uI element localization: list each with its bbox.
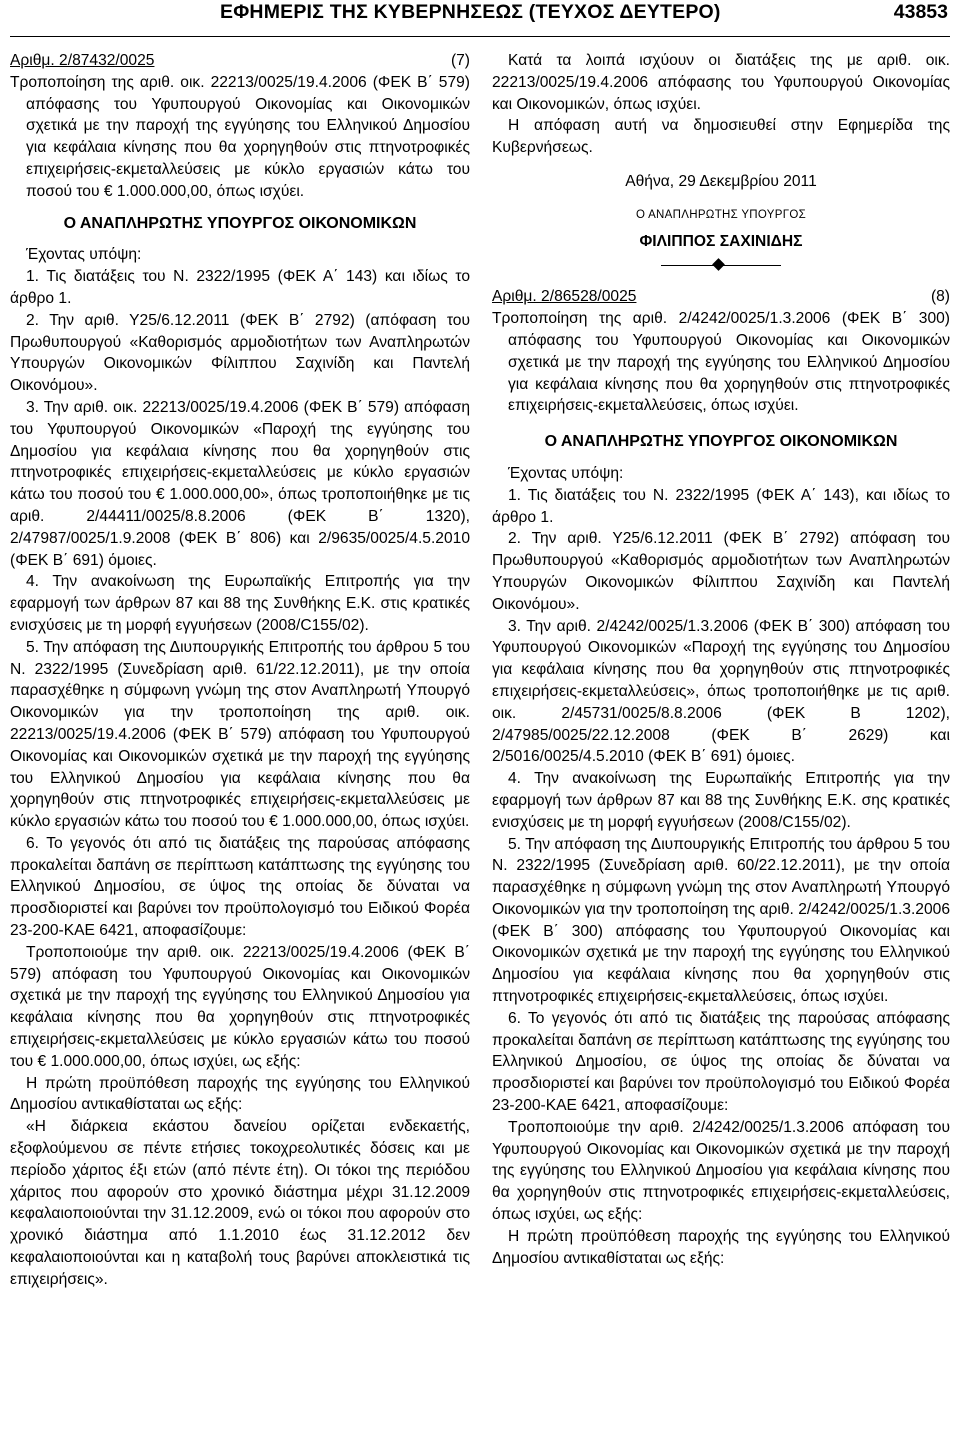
paragraph: 2. Την αριθ. Υ25/6.12.2011 (ΦΕΚ Β΄ 2792) (απόφαση του Πρωθυπουργού «Καθορισμός αρμοδιοτήτων των Αναπληρωτών Υπουργών Οικονομικών Φίλιππου Σαχινίδη και Παντελή Οικονόμου».	[10, 311, 470, 395]
left-column	[10, 50, 470, 1291]
paragraph: 3. Την αριθ. οικ. 22213/0025/19.4.2006 (ΦΕΚ Β΄ 579) απόφαση του Υφυπουργού Οικονομικών «Παροχή της εγγύησης του Δημοσίου για κεφάλαια κίνησης που θα χορηγηθούν στις πτηνοτροφικές επιχειρήσεις-εκμεταλλεύσεις με κύκλο εργασιών κάτω του ποσού του € 1.000.000,00», όπως τροποποιήθηκε με τις αριθ. 2/44411/0025/8.8.2006 (ΦΕΚ Β΄ 1320), 2/47987/0025/1.9.2008 (ΦΕΚ Β΄ 806) και 2/9635/0025/4.5.2010 (ΦΕΚ Β΄ 691) όμοιες.	[10, 398, 470, 569]
gazette-title: ΕΦΗΜΕΡΙΣ ΤΗΣ ΚΥΒΕΡΝΗΣΕΩΣ (ΤΕΥΧΟΣ ΔΕΥΤΕΡΟ)	[220, 1, 721, 23]
page-header	[10, 0, 950, 37]
decision-index: (7)	[450, 52, 470, 69]
right-column	[492, 50, 950, 1269]
paragraph: 4. Την ανακοίνωση της Ευρωπαϊκής Επιτροπής για την εφαρμογή των άρθρων 87 και 88 της Συνθήκης Ε.Κ. σης κρατικές ενισχύσεις με τη μορφή εγγυήσεων (2008/C155/02).	[492, 770, 950, 831]
paragraph: 3. Την αριθ. 2/4242/0025/1.3.2006 (ΦΕΚ Β΄ 300) απόφαση του Υφυπουργού Οικονομικών «Παροχή της εγγύησης του Δημοσίου για κεφάλαια κίνησης που θα χορηγηθούν στις πτηνοτροφικές επιχειρήσεις-εκμεταλλεύσεις», όπως τροποποιήθηκε με τις αριθ. οικ. 2/45731/0025/8.8.2006 (ΦΕΚ Β 1202), 2/47985/0025/22.12.2008 (ΦΕΚ Β΄ 2629) και 2/5016/0025/4.5.2010 (ΦΕΚ Β΄ 691) όμοιες.	[492, 617, 950, 766]
paragraph: 2. Την αριθ. Υ25/6.12.2011 (ΦΕΚ Β΄ 2792) απόφαση του Πρωθυπουργού «Καθορισμός αρμοδιοτήτων των Αναπληρωτών Υπουργών Οικονομικών Φίλιππου Σαχινίδη και Παντελή Οικονόμου».	[492, 530, 950, 613]
paragraph: «Η διάρκεια εκάστου δανείου ορίζεται ενδεκαετής, εξοφλούμενου σε πέντε ετήσιες τοκοχρεολυτικές δόσεις και με περίοδο χάριτος έξι ετών (από πέντε έτη). Οι τόκοι της περιόδου χάριτος που αφορούν στο χρονικό διάστημα μέχρι 31.12.2009 κεφαλαιοποιούνται την 31.12.2009, ενώ οι τόκοι που αφορούν στο χρονικό διάστημα από 1.1.2010 έως 31.12.2012 δεν κεφαλαιοποιούνται και η καταβολή τους βαρύνει αποκλειστικά τις επιχειρήσεις».	[10, 1118, 470, 1288]
paragraph: Έχοντας υπόψη:	[26, 246, 142, 264]
decision-number-line	[10, 50, 470, 72]
paragraph: 6. Το γεγονός ότι από τις διατάξεις της παρούσας απόφασης προκαλείται δαπάνη σε περίπτωση κατάπτωσης της εγγύησης του Ελληνικού Δημοσίου, σε ύψος της οποίας δε δύναται να προσδιοριστεί και βαρύνει τον προϋπολογισμό του Ειδικού Φορέα 23-200-ΚΑΕ 6421, αποφασίζουμε:	[10, 834, 470, 940]
paragraph: Η πρώτη προϋπόθεση παροχής της εγγύησης του Ελληνικού Δημοσίου αντικαθίσταται ως εξής:	[10, 1074, 470, 1114]
paragraph: Κατά τα λοιπά ισχύουν οι διατάξεις της με αριθ. οικ. 22213/0025/19.4.2006 απόφασης του Υφυπουργού Οικονομίας και Οικονομικών, όπως ισχύει.	[492, 52, 950, 113]
paragraph: 5. Την απόφαση της Διυπουργικής Επιτροπής του άρθρου 5 του Ν. 2322/1995 (Συνεδρίαση αριθ. 60/22.12.2011), με την οποία παρασχέθηκε η σύμφωνη γνώμη της στον Αναπληρωτή Υπουργό Οικονομικών για την τροποποίηση της αριθ. 2/4242/0025/1.3.2006 (ΦΕΚ Β΄ 300) απόφασης του Υφυπουργού Οικονομίας και Οικονομικών σχετικά με την παροχή της εγγύησης του Ελληνικού Δημοσίου για κεφάλαια κίνησης που θα χορηγηθούν στις πτηνοτροφικές επιχειρήσεις-εκμεταλλεύσεις, όπως ισχύει.	[492, 835, 950, 1006]
diamond-icon	[712, 259, 725, 272]
section-heading: Ο ΑΝΑΠΛΗΡΩΤΗΣ ΥΠΟΥΡΓΟΣ ΟΙΚΟΝΟΜΙΚΩΝ	[63, 214, 417, 232]
paragraph: 1. Τις διατάξεις του Ν. 2322/1995 (ΦΕΚ Α΄ 143), και ιδίως το άρθρο 1.	[492, 486, 950, 526]
paragraph: 1. Τις διατάξεις του Ν. 2322/1995 (ΦΕΚ Α΄ 143) και ιδίως το άρθρο 1.	[10, 268, 470, 307]
decision-index: (8)	[930, 288, 950, 306]
paragraph: Τροποποιούμε την αριθ. οικ. 22213/0025/19.4.2006 (ΦΕΚ Β΄ 579) απόφαση του Υφυπουργού Οικονομίας και Οικονομικών σχετικά με την παροχή της εγγύησης του Ελληνικού Δημοσίου για κεφάλαια κίνησης που θα χορηγηθούν στις πτηνοτροφικές επιχειρήσεις-εκμεταλλεύσεις με κύκλο εργασιών κάτω του ποσού του € 1.000.000,00, όπως ισχύει, ως εξής:	[10, 943, 470, 1070]
section-separator	[661, 258, 781, 274]
decision-intro: Τροποποίηση της αριθ. 2/4242/0025/1.3.2006 (ΦΕΚ Β΄ 300) απόφασης του Υφυπουργού Οικονομίας και Οικονομικών σχετικά με την παροχή της εγγύησης του Ελληνικού Δημοσίου για κεφάλαια κίνησης που θα χορηγηθούν στις πτηνοτροφικές επιχειρήσεις-εκμεταλλεύσεις, όπως ισχύει.	[492, 310, 950, 415]
paragraph: Η πρώτη προϋπόθεση παροχής της εγγύησης του Ελληνικού Δημοσίου αντικαθίσταται ως εξής:	[492, 1227, 950, 1267]
decision-intro: Τροποποίηση της αριθ. οικ. 22213/0025/19.4.2006 (ΦΕΚ Β΄ 579) απόφασης του Υφυπουργού Οικονομίας και Οικονομικών σχετικά με την παροχή της εγγύησης του Ελληνικού Δημοσίου για κεφάλαια κίνησης που θα χορηγηθούν στις πτηνοτροφικές επιχειρήσεις-εκμεταλλεύσεις με κύκλο εργασιών κάτω του ποσού του € 1.000.000,00, όπως ισχύει.	[10, 73, 470, 200]
decision-number: Αριθμ. 2/86528/0025	[492, 288, 637, 306]
decision-number-line	[492, 286, 950, 308]
place-date: Αθήνα, 29 Δεκεμβρίου 2011	[625, 172, 817, 190]
section-heading: Ο ΑΝΑΠΛΗΡΩΤΗΣ ΥΠΟΥΡΓΟΣ ΟΙΚΟΝΟΜΙΚΩΝ	[544, 433, 898, 451]
signer-title: Ο ΑΝΑΠΛΗΡΩΤΗΣ ΥΠΟΥΡΓΟΣ	[635, 208, 806, 221]
paragraph: 6. Το γεγονός ότι από τις διατάξεις της παρούσας απόφασης προκαλείται δαπάνη σε περίπτωση κατάπτωσης της εγγύησης του Ελληνικού Δημοσίου, σε ύψος της οποίας δε δύναται να προσδιοριστεί και βαρύνει τον προϋπολογισμό του Ειδικού Φορέα 23-200-ΚΑΕ 6421, αποφασίζουμε:	[492, 1009, 950, 1115]
decision-number: Αριθμ. 2/87432/0025	[10, 52, 155, 69]
paragraph: 4. Την ανακοίνωση της Ευρωπαϊκής Επιτροπής για την εφαρμογή των άρθρων 87 και 88 της Συνθήκης Ε.Κ. στις κρατικές ενισχύσεις με τη μορφή εγγυήσεων (2008/C155/02).	[10, 573, 470, 634]
paragraph: Τροποποιούμε την αριθ. 2/4242/0025/1.3.2006 απόφαση του Υφυπουργού Οικονομίας και Οικονομικών σχετικά με την παροχή της εγγύησης του Ελληνικού Δημοσίου για κεφάλαια κίνησης που θα χορηγηθούν στις πτηνοτροφικές επιχειρήσεις-εκμεταλλεύσεις, όπως ισχύει, ως εξής:	[492, 1118, 950, 1224]
paragraph: Η απόφαση αυτή να δημοσιευθεί στην Εφημερίδα της Κυβερνήσεως.	[492, 117, 950, 157]
paragraph: Έχοντας υπόψη:	[508, 464, 624, 482]
page-number: 43853	[893, 1, 948, 23]
paragraph: 5. Την απόφαση της Διυπουργικής Επιτροπής του άρθρου 5 του Ν. 2322/1995 (Συνεδρίαση αριθ. 61/22.12.2011), με την οποία παρασχέθηκε η σύμφωνη γνώμη της στον Αναπληρωτή Υπουργό Οικονομικών για την τροποποίηση της αριθ. οικ. 22213/0025/19.4.2006 (ΦΕΚ Β΄ 579) απόφαση του Υφυπουργού Οικονομίας και Οικονομικών σχετικά με την παροχή της εγγύησης του Ελληνικού Δημοσίου για κεφάλαια κίνησης που θα χορηγηθούν στις πτηνοτροφικές επιχειρήσεις-εκμεταλλεύσεις με κύκλο εργασιών κάτω του ποσού του € 1.000.000,00, όπως ισχύει.	[10, 638, 470, 831]
signer-name: ΦΙΛΙΠΠΟΣ ΣΑΧΙΝΙΔΗΣ	[639, 232, 803, 250]
